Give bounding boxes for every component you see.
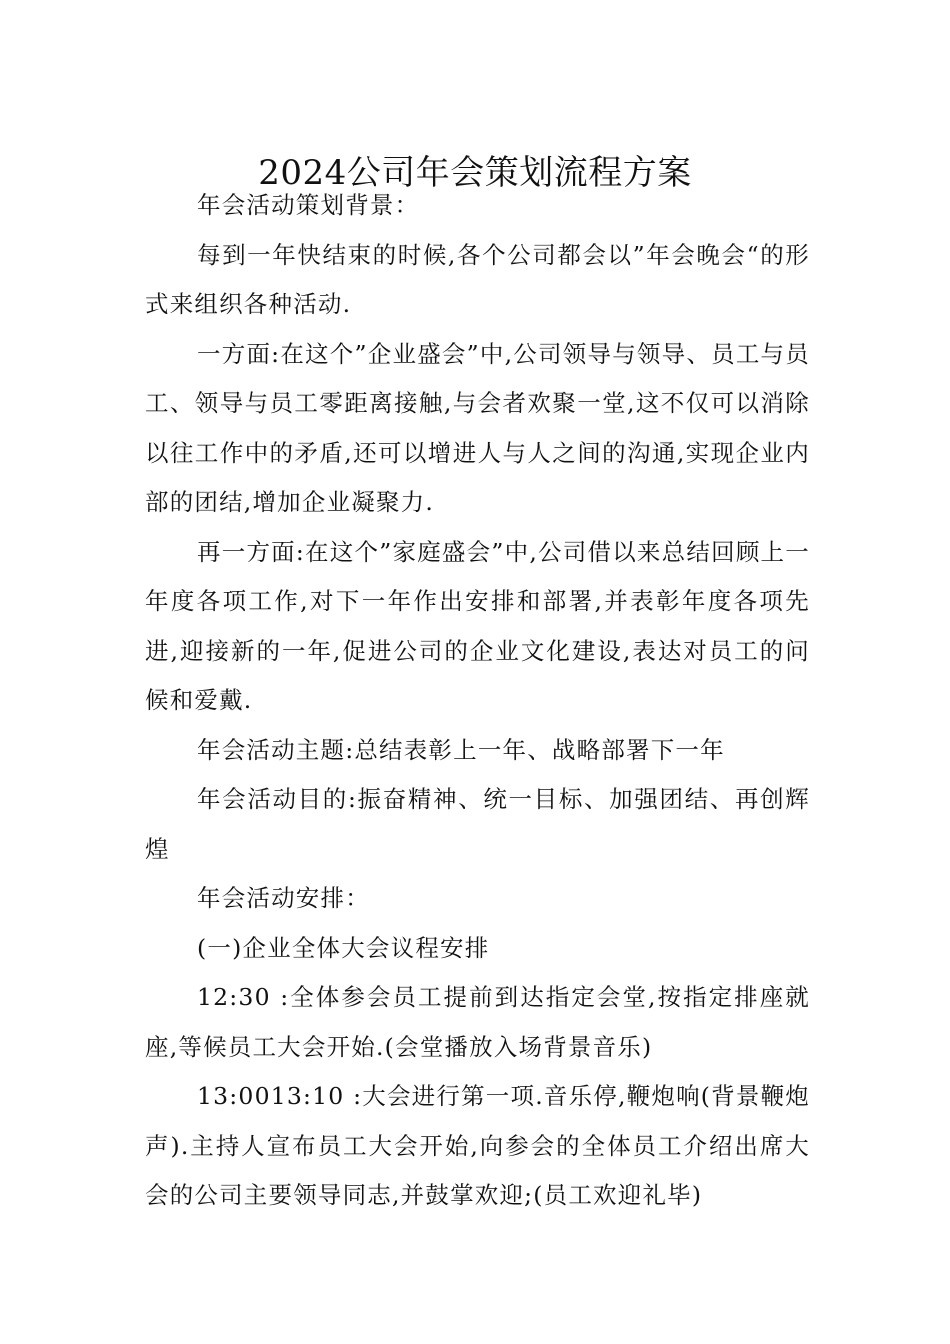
paragraph-first-aspect: 一方面:在这个”企业盛会”中,公司领导与领导、员工与员工、领导与员工零距离接触,与会者欢聚一堂,这不仅可以消除以往工作中的矛盾,还可以增进人与人之间的沟通,实现企业内部的团结,增加企业凝聚力.: [145, 339, 810, 516]
paragraph-background-intro: 每到一年快结束的时候,各个公司都会以”年会晚会“的形式来组织各种活动.: [145, 240, 810, 318]
paragraph-agenda-heading: (一)企业全体大会议程安排: [197, 933, 490, 962]
document-body: [145, 181, 810, 1221]
paragraph-theme: 年会活动主题:总结表彰上一年、战略部署下一年: [197, 735, 725, 764]
paragraph-arrangement-heading: 年会活动安排：: [197, 884, 370, 912]
paragraph-agenda-1230: 12:30 :全体参会员工提前到达指定会堂,按指定排座就座,等候员工大会开始.(会堂播放入场背景音乐): [145, 983, 810, 1061]
paragraph-purpose: 年会活动目的:振奋精神、统一目标、加强团结、再创辉煌: [145, 785, 810, 863]
document-title: 2024公司年会策划流程方案: [258, 152, 692, 193]
paragraph-second-aspect: 再一方面:在这个”家庭盛会”中,公司借以来总结回顾上一年度各项工作,对下一年作出安排和部署,并表彰年度各项先进,迎接新的一年,促进公司的企业文化建设,表达对员工的问候和爱戴.: [145, 537, 810, 714]
paragraph-background-heading: 年会活动策划背景：: [197, 191, 420, 219]
paragraph-agenda-1300: 13:0013:10 :大会进行第一项.音乐停,鞭炮响(背景鞭炮声).主持人宣布员工大会开始,向参会的全体员工介绍出席大会的公司主要领导同志,并鼓掌欢迎;(员工欢迎礼毕): [145, 1082, 810, 1209]
